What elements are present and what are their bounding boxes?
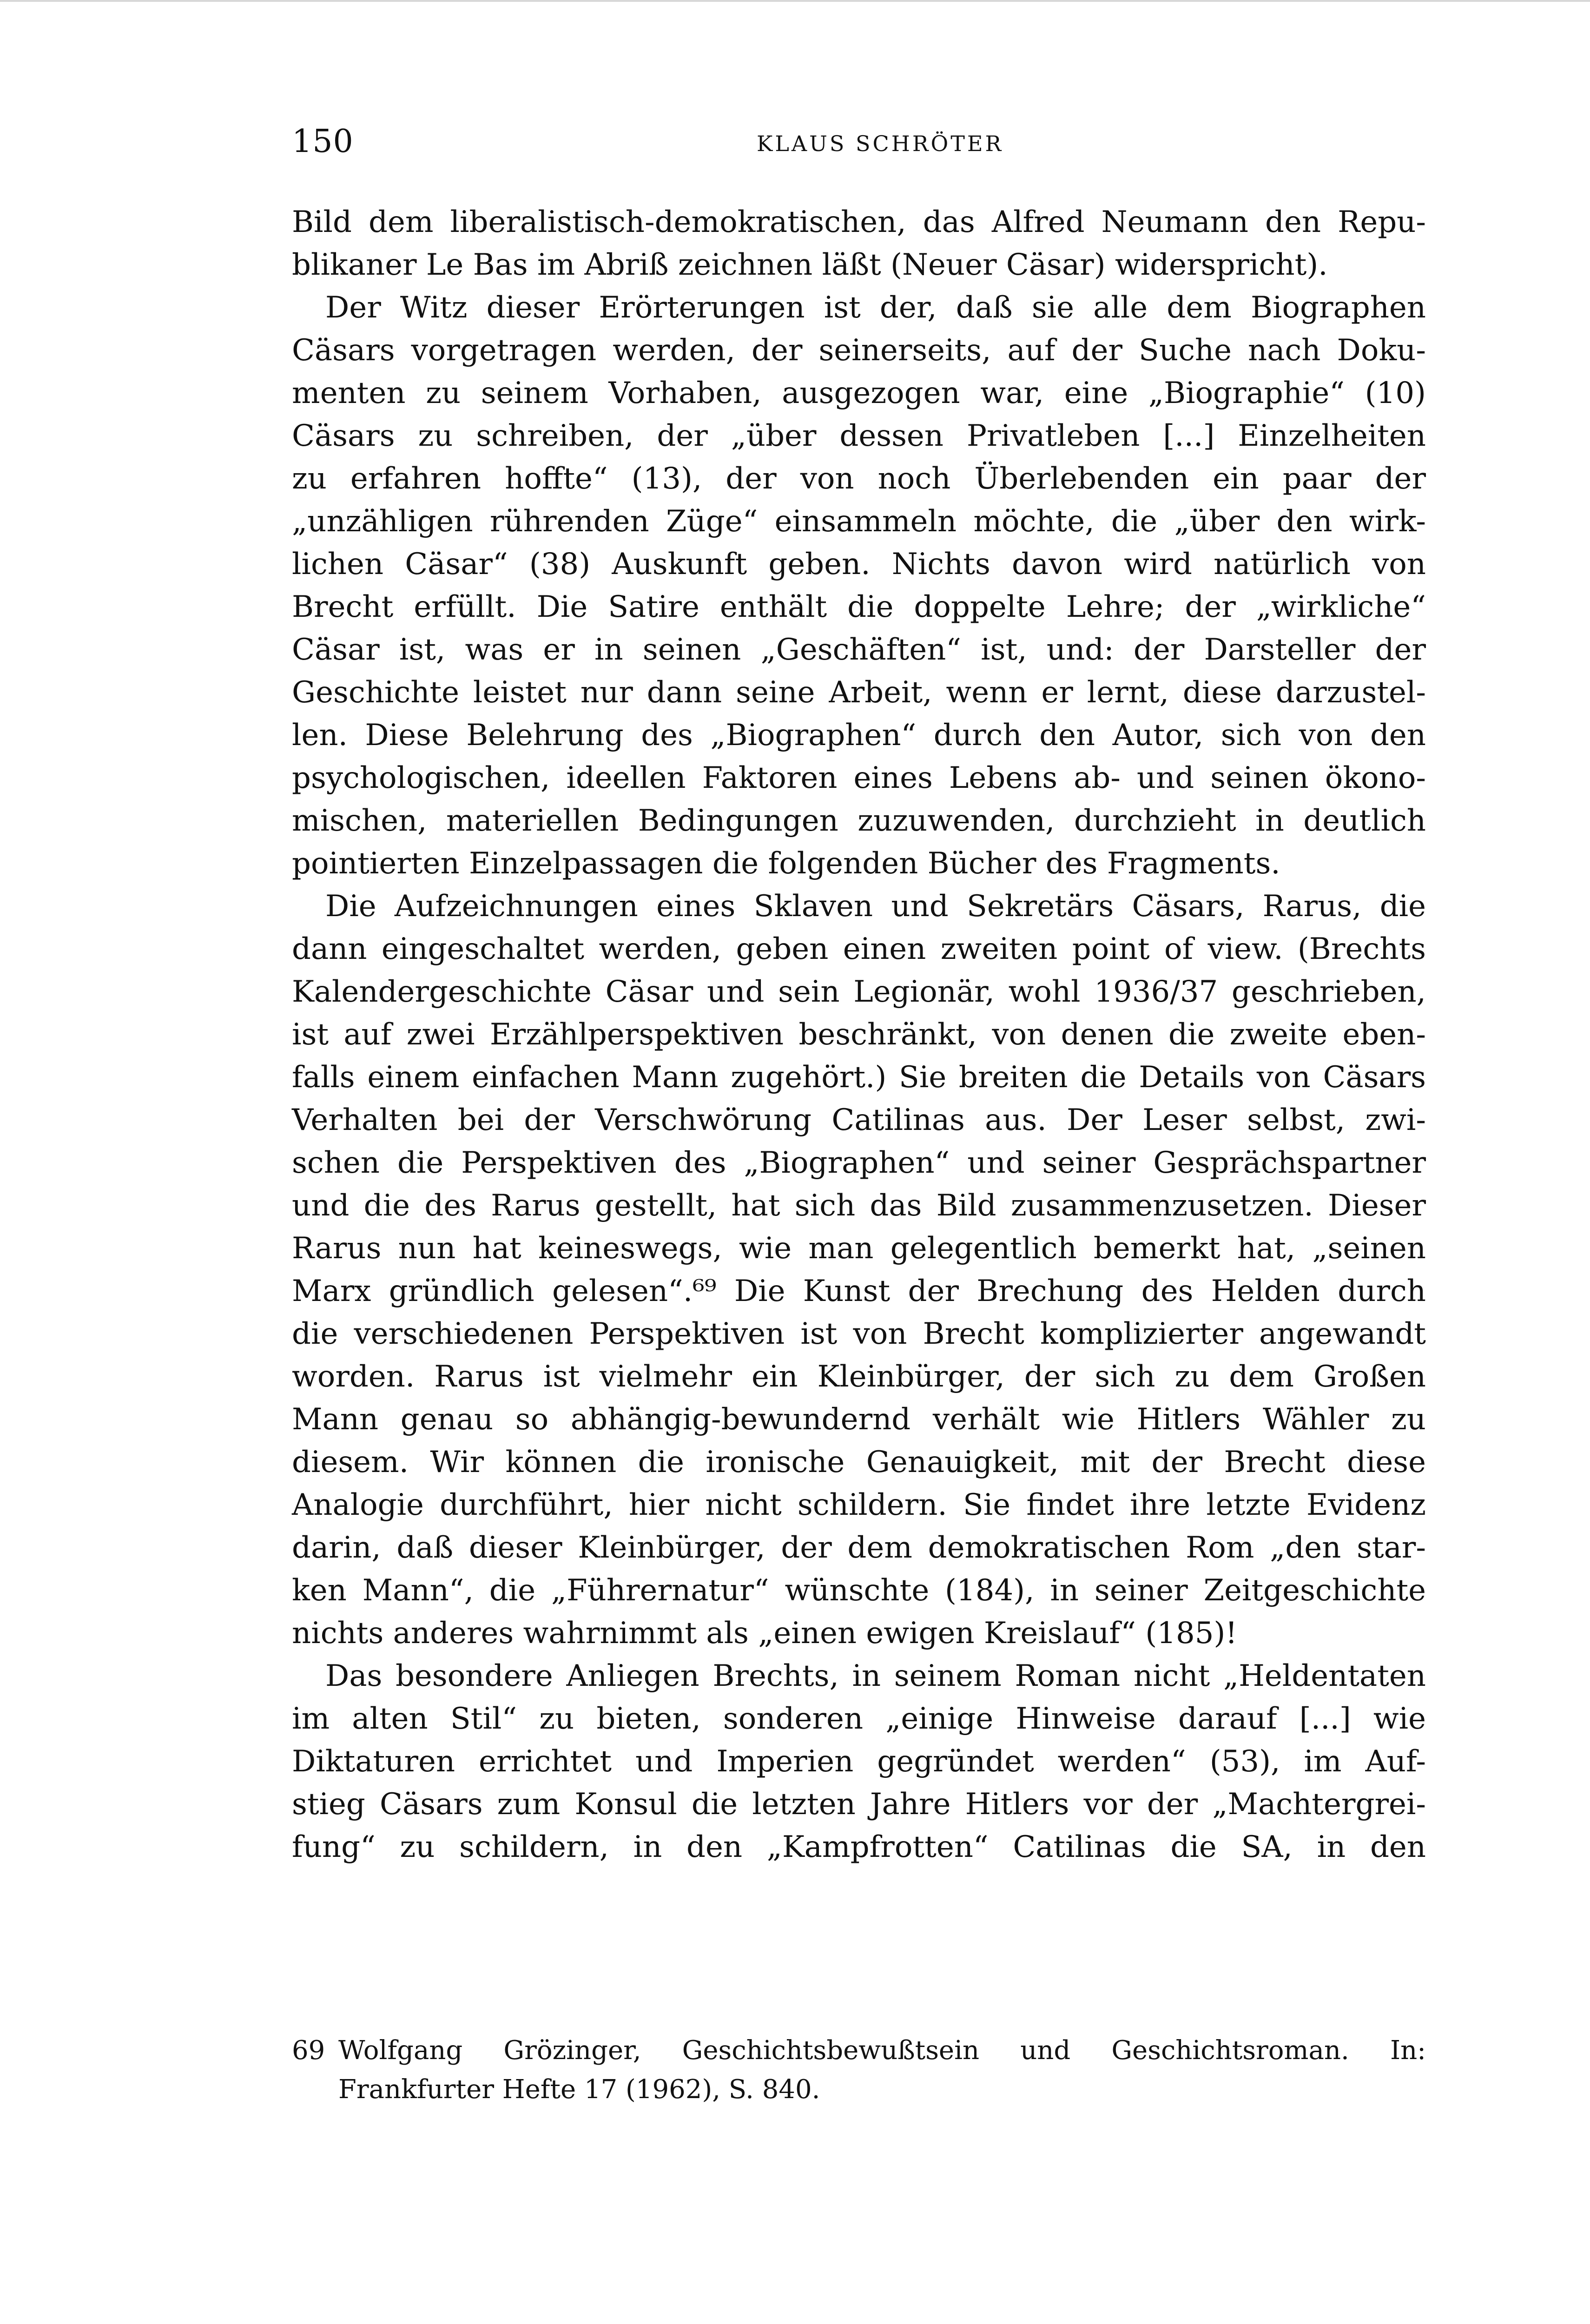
text-line: dann eingeschaltet werden, geben einen zweiten point of view. (Brechts <box>292 932 1426 966</box>
text-line: worden. Rarus ist vielmehr ein Kleinbürger, der sich zu dem Großen <box>292 1360 1426 1394</box>
text-line: ken Mann“, die „Führernatur“ wünschte (184), in seiner Zeitgeschichte <box>292 1573 1426 1608</box>
running-head: KLAUS SCHRÖTER <box>757 131 1004 156</box>
text-line: Geschichte leistet nur dann seine Arbeit, wenn er lernt, diese darzustel- <box>292 675 1426 710</box>
text-line: mischen, materiellen Bedingungen zuzuwenden, durchzieht in deutlich <box>292 804 1426 838</box>
text-line: Kalendergeschichte Cäsar und sein Legionär, wohl 1936/37 geschrieben, <box>292 975 1426 1009</box>
text-line: Rarus nun hat keineswegs, wie man gelegentlich bemerkt hat, „seinen <box>292 1231 1426 1266</box>
text-line: zu erfahren hoffte“ (13), der von noch Überlebenden ein paar der <box>292 462 1426 496</box>
text-line: Der Witz dieser Erörterungen ist der, daß sie alle dem Biographen <box>325 290 1426 325</box>
text-line: Das besondere Anliegen Brechts, in seinem Roman nicht „Heldentaten <box>325 1659 1426 1693</box>
scan-top-edge <box>0 0 1590 2</box>
page-header <box>292 119 1407 165</box>
text-line: schen die Perspektiven des „Biographen“ und seiner Gesprächspartner <box>292 1146 1426 1180</box>
text-line: len. Diese Belehrung des „Biographen“ durch den Autor, sich von den <box>292 718 1426 753</box>
footnote-line: Frankfurter Hefte 17 (1962), S. 840. <box>338 2074 820 2105</box>
text-line: Cäsars vorgetragen werden, der seinerseits, auf der Suche nach Doku- <box>292 333 1426 368</box>
text-line: blikaner Le Bas im Abriß zeichnen läßt (Neuer Cäsar) widerspricht). <box>292 248 1328 282</box>
text-line: im alten Stil“ zu bieten, sonderen „einige Hinweise darauf [...] wie <box>292 1702 1426 1736</box>
text-line: nichts anderes wahrnimmt als „einen ewigen Kreislauf“ (185)! <box>292 1616 1238 1651</box>
text-line: darin, daß dieser Kleinbürger, der dem demokratischen Rom „den star- <box>292 1531 1426 1565</box>
text-line: stieg Cäsars zum Konsul die letzten Jahre Hitlers vor der „Machtergrei- <box>292 1787 1426 1822</box>
text-line: ist auf zwei Erzählperspektiven beschränkt, von denen die zweite eben- <box>292 1017 1426 1052</box>
text-line: Cäsar ist, was er in seinen „Geschäften“ ist, und: der Darsteller der <box>292 633 1426 667</box>
footnote-text: Wolfgang Grözinger, Geschichtsbewußtsein und Geschichtsroman. In: <box>338 2035 1426 2066</box>
text-line: falls einem einfachen Mann zugehört.) Sie breiten die Details von Cäsars <box>292 1060 1426 1095</box>
text-line: Marx gründlich gelesen“.⁶⁹ Die Kunst der Brechung des Helden durch <box>292 1274 1426 1308</box>
text-line: psychologischen, ideellen Faktoren eines Lebens ab- und seinen ökono- <box>292 761 1426 795</box>
body-text <box>292 201 1426 1868</box>
text-line: die verschiedenen Perspektiven ist von Brecht komplizierter angewandt <box>292 1317 1426 1351</box>
text-line: fung“ zu schildern, in den „Kampfrotten“ Catilinas die SA, in den <box>292 1830 1426 1864</box>
text-line: Diktaturen errichtet und Imperien gegründet werden“ (53), im Auf- <box>292 1744 1426 1779</box>
text-line: diesem. Wir können die ironische Genauigkeit, mit der Brecht diese <box>292 1445 1426 1479</box>
text-line: „unzähligen rührenden Züge“ einsammeln möchte, die „über den wirk- <box>292 504 1426 539</box>
page-number: 150 <box>292 123 354 160</box>
footnote-line <box>292 2031 1426 2070</box>
footnote-number: 69 <box>292 2035 325 2066</box>
text-line: pointierten Einzelpassagen die folgenden Bücher des Fragments. <box>292 846 1280 881</box>
text-line: menten zu seinem Vorhaben, ausgezogen war, eine „Biographie“ (10) <box>292 376 1426 410</box>
text-line: Bild dem liberalistisch-demokratischen, das Alfred Neumann den Repu- <box>292 205 1426 239</box>
text-line: lichen Cäsar“ (38) Auskunft geben. Nichts davon wird natürlich von <box>292 547 1426 581</box>
text-line: Cäsars zu schreiben, der „über dessen Privatleben [...] Einzelheiten <box>292 419 1426 453</box>
text-line: Mann genau so abhängig-bewundernd verhält wie Hitlers Wähler zu <box>292 1402 1426 1437</box>
text-line: Brecht erfüllt. Die Satire enthält die doppelte Lehre; der „wirkliche“ <box>292 590 1426 624</box>
text-line: Die Aufzeichnungen eines Sklaven und Sekretärs Cäsars, Rarus, die <box>325 889 1426 924</box>
text-line: Analogie durchführt, hier nicht schildern. Sie findet ihre letzte Evidenz <box>292 1488 1426 1522</box>
text-line: und die des Rarus gestellt, hat sich das Bild zusammenzusetzen. Dieser <box>292 1188 1426 1223</box>
footnote <box>292 2031 1426 2109</box>
text-line: Verhalten bei der Verschwörung Catilinas aus. Der Leser selbst, zwi- <box>292 1103 1426 1137</box>
